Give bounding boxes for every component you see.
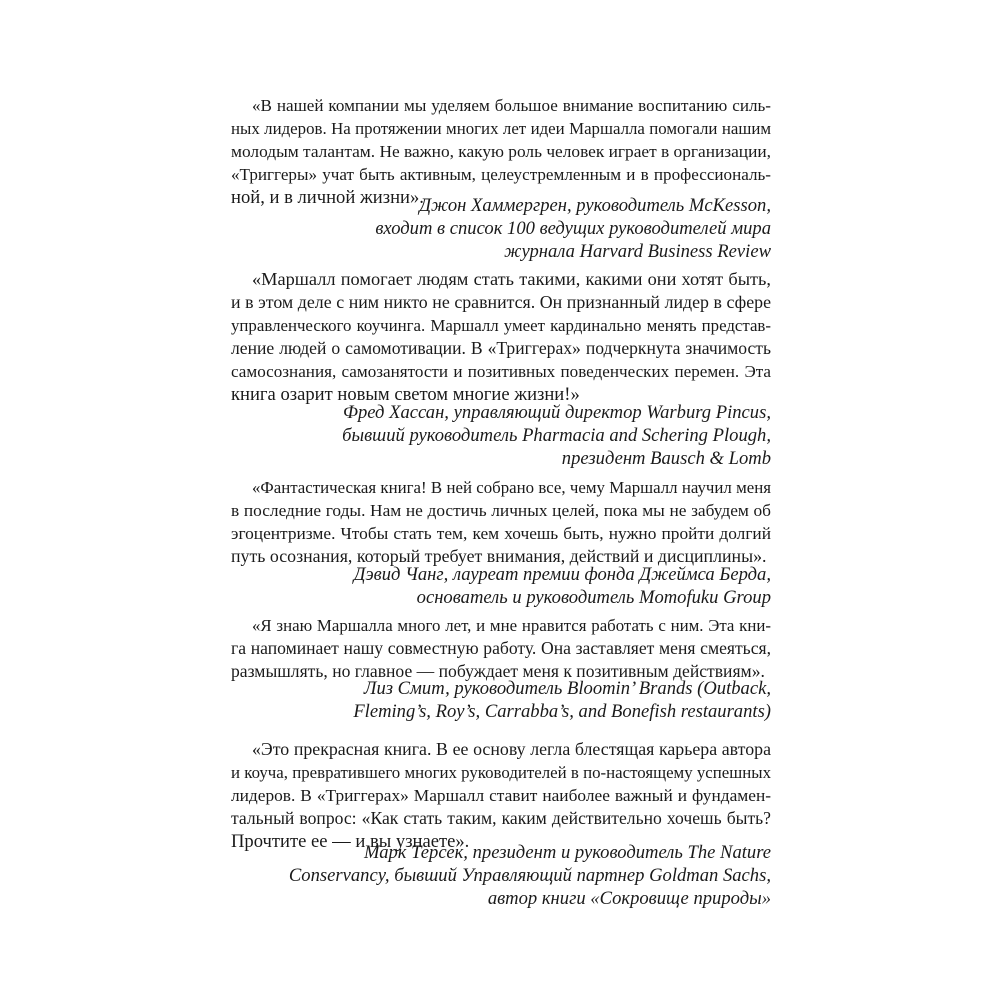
attribution-line: автор книги «Сокровище природы»	[487, 888, 771, 909]
quote-line: «Фантастическая книга! В ней собрано все, чему Маршалл научил меня	[252, 478, 771, 497]
quote-line: эгоцентризме. Чтобы стать тем, кем хочешь быть, нужно пройти долгий	[231, 524, 771, 543]
attribution-line: журнала Harvard Business Review	[504, 241, 771, 262]
testimonial-attribution	[231, 563, 771, 609]
testimonial-quote	[231, 268, 771, 406]
attribution-line: Фред Хассан, управляющий директор Warburg Pincus,	[343, 402, 771, 423]
attribution-line: бывший руководитель Pharmacia and Schering Plough,	[342, 425, 771, 446]
quote-line: «Маршалл помогает людям стать такими, какими они хотят быть,	[252, 269, 771, 289]
quote-line: «Триггеры» учат быть активным, целеустремленным и в профессиональ-	[231, 165, 771, 184]
testimonial-attribution	[231, 677, 771, 723]
quote-line: «В нашей компании мы уделяем бoльшое внимание воспитанию силь-	[252, 96, 771, 115]
attribution-line: президент Bausch & Lomb	[561, 448, 771, 469]
quote-line: молодым талантам. Не важно, какую роль человек играет в организации,	[231, 142, 771, 161]
quote-line: ной, и в личной жизни».	[231, 187, 424, 208]
quote-line: самосознания, самозанятости и позитивных поведенческих перемен. Эта	[231, 362, 771, 381]
attribution-line: Марк Терсек, президент и руководитель The Nature	[363, 842, 771, 863]
attribution-line: основатель и руководитель Momofuku Group	[416, 587, 771, 608]
attribution-line: Лиз Смит, руководитель Bloomin’ Brands (Outback,	[363, 678, 771, 699]
quote-line: управленческого коучинга. Маршалл умеет кардинально менять представ-	[231, 316, 771, 335]
attribution-line: Дэвид Чанг, лауреат премии фонда Джеймса Берда,	[353, 564, 771, 585]
testimonial-attribution	[231, 841, 771, 910]
quote-line: в последние годы. Нам не достичь личных целей, пока мы не забудем об	[231, 501, 771, 520]
attribution-line: Джон Хаммергрен, руководитель McKesson,	[419, 195, 771, 216]
attribution-line: Conservancy, бывший Управляющий партнер Goldman Sachs,	[288, 865, 771, 886]
quote-line: тальный вопрос: «Как стать таким, каким действительно хочешь быть?	[231, 808, 771, 828]
quote-line: путь осознания, который требует внимания, действий и дисциплины».	[231, 546, 767, 566]
quote-line: га напоминает нашу совместную работу. Она заставляет меня смеяться,	[231, 638, 771, 658]
quote-line: лидеров. В «Триггерах» Маршалл ставит наиболее важный и фундамен-	[231, 786, 771, 805]
testimonial-quote	[231, 614, 771, 683]
quote-line: ление людей о самомотивации. В «Триггерах» подчеркнута значимость	[231, 338, 771, 358]
quote-line: «Я знаю Маршалла много лет, и мне нравится работать с ним. Эта кни-	[252, 616, 771, 635]
testimonial-quote	[231, 738, 771, 853]
quote-line: и коуча, превратившего многих руководителей в по-настоящему успешных	[231, 763, 771, 782]
quote-line: размышлять, но главное — побуждает меня к позитивным действиям».	[231, 661, 765, 681]
attribution-line: входит в список 100 ведущих руководителей мира	[375, 218, 771, 239]
quote-line: «Это прекрасная книга. В ее основу легла блестящая карьера автора	[252, 739, 771, 759]
testimonial-quote	[231, 476, 771, 568]
testimonial-attribution	[231, 194, 771, 263]
testimonial-quote	[231, 94, 771, 209]
quote-line: и в этом деле с ним никто не сравнится. Он признанный лидер в сфере	[231, 292, 771, 312]
quote-line: Прочтите ее — и вы узнаете».	[231, 831, 470, 852]
quote-line: книга озарит новым светом многие жизни!»	[231, 384, 580, 405]
quote-line: ных лидеров. На протяжении многих лет идеи Маршалла помогали нашим	[231, 119, 771, 138]
attribution-line: Fleming’s, Roy’s, Carrabba’s, and Bonefish restaurants)	[353, 701, 771, 722]
testimonial-attribution	[231, 401, 771, 470]
